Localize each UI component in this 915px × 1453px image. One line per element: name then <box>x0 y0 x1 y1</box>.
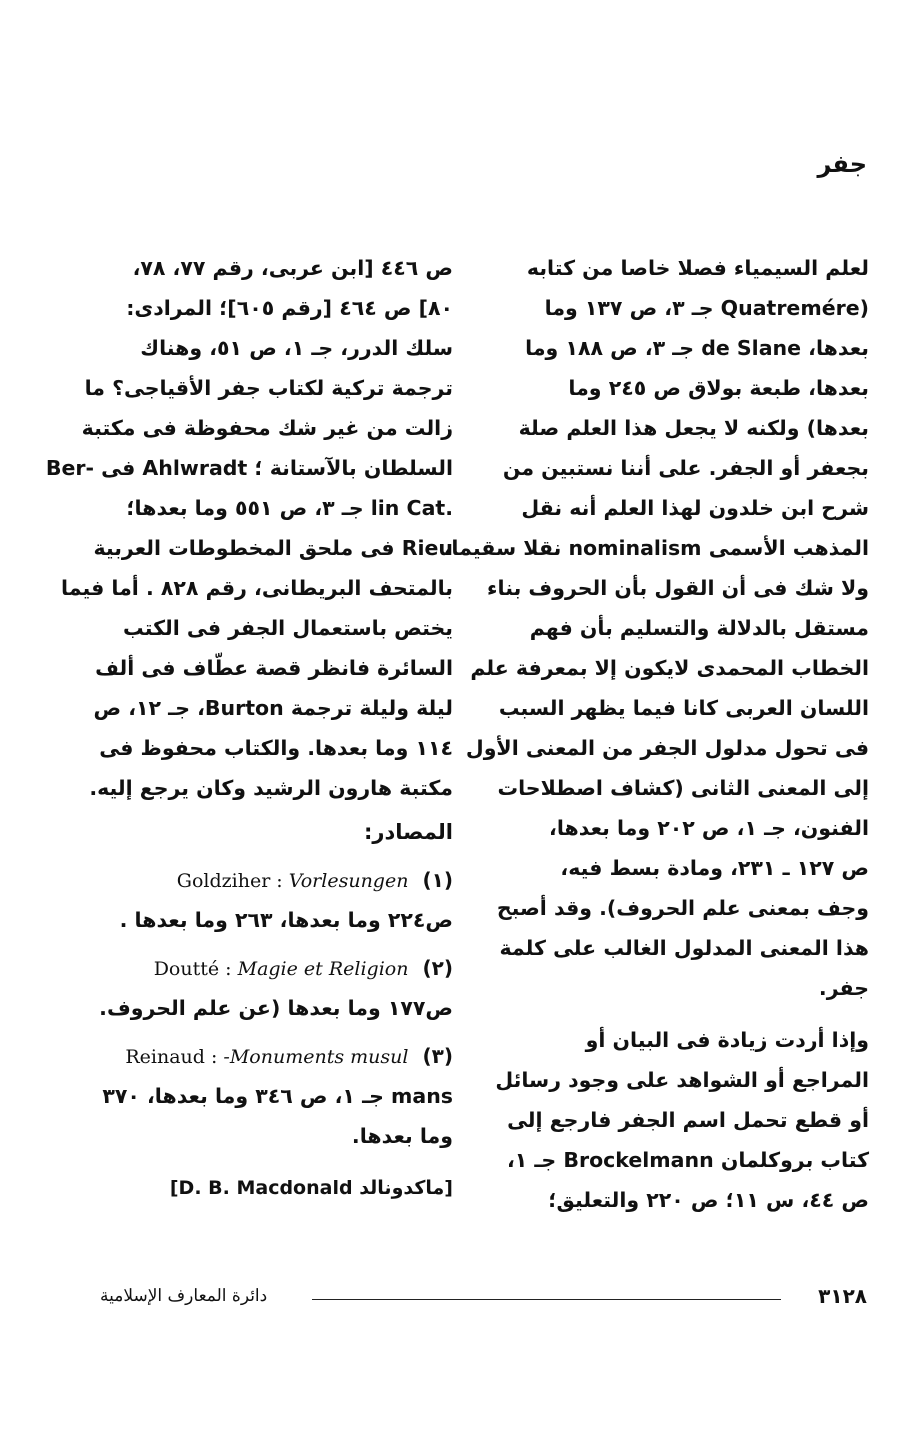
reference-work: Magie et Religion <box>237 958 409 980</box>
text-line: بعدها، de Slane جـ ٣، ص ١٨٨ وما <box>525 336 869 360</box>
text-line: لعلم السيمياء فصلا خاصا من كتابه <box>526 256 869 280</box>
text-line: Rieu فى ملحق المخطوطات العربية <box>93 536 453 560</box>
reference-header <box>93 1036 453 1076</box>
text-line: المراجع أو الشواهد على وجود رسائل <box>495 1068 869 1092</box>
text-line: وجف بمعنى علم الحروف). وقد أصبح <box>496 896 869 920</box>
text-line: ليلة وليلة ترجمة Burton، جـ ١٢، ص <box>93 696 453 720</box>
page-number: ٣١٢٨ <box>818 1284 867 1308</box>
text-line: الفنون، جـ ١، ص ٢٠٢ وما بعدها، <box>549 816 869 840</box>
reference-work: -Monuments musul <box>223 1046 409 1068</box>
page-footer <box>100 1284 867 1314</box>
paragraph-3 <box>45 248 453 808</box>
text-line: المذهب الأسمى nominalism نقلا سقيما، <box>443 536 869 560</box>
reference-number: (٢) <box>422 956 453 980</box>
reference-author: Goldziher : <box>176 870 283 892</box>
text-line: جفر. <box>818 976 869 1000</box>
text-line: إلى المعنى الثانى (كشاف اصطلاحات <box>497 776 869 800</box>
text-line: سلك الدرر، جـ ١، ص ٥١، وهناك <box>140 336 453 360</box>
reference-work: Vorlesungen <box>288 870 409 892</box>
text-line: .lin Cat جـ ٣، ص ٥٥١ وما بعدها؛ <box>126 496 453 520</box>
text-line: مستقل بالدلالة والتسليم بأن فهم <box>529 616 869 640</box>
text-line: أو قطع تحمل اسم الجفر فارجع إلى <box>507 1108 869 1132</box>
text-line: هذا المعنى المدلول الغالب على كلمة <box>499 936 869 960</box>
footer-title: دائرة المعارف الإسلامية <box>100 1286 268 1306</box>
right-column <box>443 248 869 1220</box>
reference-number: (٣) <box>422 1044 453 1068</box>
text-line: بعدها، طبعة بولاق ص ٢٤٥ وما <box>568 376 869 400</box>
reference-author: Doutté : <box>153 958 232 980</box>
text-line: (Quatremére جـ ٣، ص ١٣٧ وما <box>544 296 869 320</box>
running-title: جفر <box>817 150 867 178</box>
reference-number: (١) <box>422 868 453 892</box>
reference-author: Reinaud : <box>125 1046 218 1068</box>
text-line: ٨٠] ص ٤٦٤ [رقم ٦٠٥]؛ المرادى: <box>126 296 453 320</box>
text-line: مكتبة هارون الرشيد وكان يرجع إليه. <box>89 776 453 800</box>
paragraph-gap <box>497 1008 869 1020</box>
reference-1 <box>93 860 453 940</box>
sources-heading: المصادر: <box>363 820 453 844</box>
text-line: شرح ابن خلدون لهذا العلم أنه نقل <box>521 496 869 520</box>
text-line: بجعفر أو الجفر. على أننا نستبين من <box>502 456 869 480</box>
left-column <box>45 248 453 1208</box>
text-line: ص ٤٤، س ١١؛ ص ٢٢٠ والتعليق؛ <box>548 1188 869 1212</box>
paragraph-2 <box>497 1020 869 1220</box>
reference-body: ص٢٢٤ وما بعدها، ٢٦٣ وما بعدها . <box>119 908 453 932</box>
text-line: زالت من غير شك محفوظة فى مكتبة <box>81 416 453 440</box>
text-line: ١١٤ وما بعدها. والكتاب محفوظ فى <box>99 736 453 760</box>
text-line: وإذا أردت زيادة فى البيان أو <box>585 1028 869 1052</box>
text-line: الخطاب المحمدى لايكون إلا بمعرفة علم <box>470 656 869 680</box>
text-line: اللسان العربى كانا فيما يظهر السبب <box>498 696 869 720</box>
text-line: كتاب بروكلمان Brockelmann جـ ١، <box>506 1148 869 1172</box>
text-line: ترجمة تركية لكتاب جفر الأقياجى؟ ما <box>84 376 453 400</box>
text-line: ص ٤٤٦ [ابن عربى، رقم ٧٧، ٧٨، <box>132 256 453 280</box>
text-line: بالمتحف البريطانى، رقم ٨٢٨ . أما فيما <box>61 576 453 600</box>
reference-header <box>93 948 453 988</box>
text-line: فى تحول مدلول الجفر من المعنى الأول <box>465 736 869 760</box>
paragraph-1 <box>443 248 869 1008</box>
reference-body-continued: وما بعدها. <box>351 1124 453 1148</box>
text-line: السائرة فانظر قصة عطّاف فى ألف <box>95 656 453 680</box>
reference-header <box>93 860 453 900</box>
text-line: السلطان بالآستانة ؛ Ahlwradt فى -Ber <box>45 456 453 480</box>
reference-body: ص١٧٧ وما بعدها (عن علم الحروف. <box>99 996 453 1020</box>
text-line: بعدها) ولكنه لا يجعل هذا العلم صلة <box>518 416 869 440</box>
text-line: يختص باستعمال الجفر فى الكتب <box>123 616 453 640</box>
reference-3 <box>93 1036 453 1156</box>
author-signature: [ماكدونالد D. B. Macdonald] <box>169 1177 453 1199</box>
reference-2 <box>93 948 453 1028</box>
reference-body: mans جـ ١، ص ٣٤٦ وما بعدها، ٣٧٠ <box>102 1084 453 1108</box>
text-line: ولا شك فى أن القول بأن الحروف بناء <box>487 576 869 600</box>
text-line: ص ١٢٧ ـ ٢٣١، ومادة بسط فيه، <box>560 856 869 880</box>
footer-rule <box>312 1299 781 1300</box>
